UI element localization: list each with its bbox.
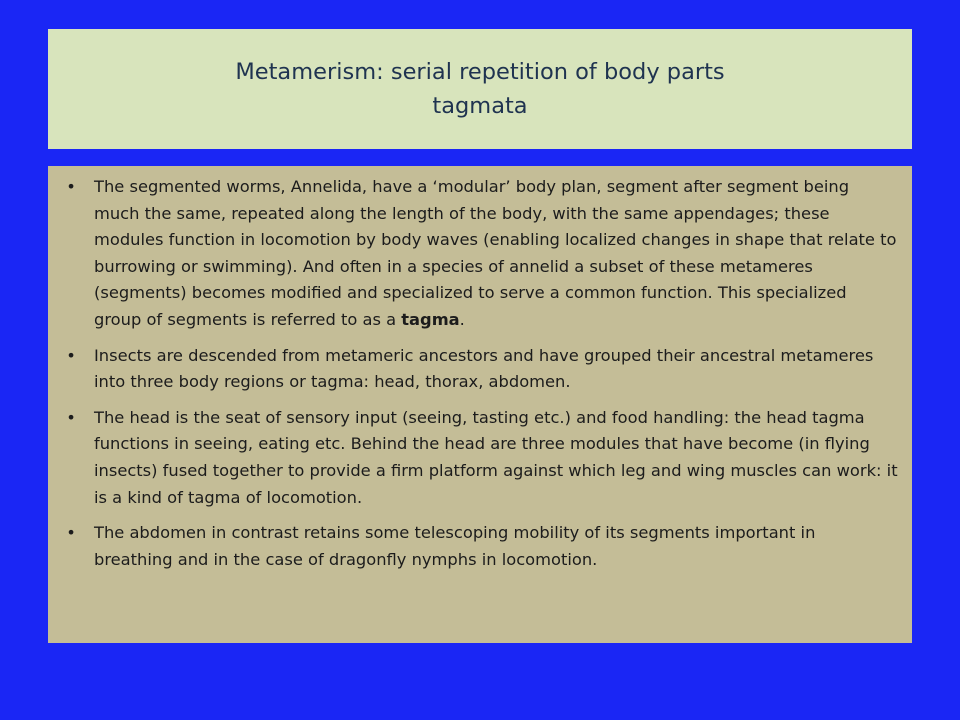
- slide-body-box: [48, 166, 912, 643]
- bullet-dot: •: [66, 523, 76, 543]
- slide-title: Metamerism: serial repetition of body parts: [235, 59, 725, 85]
- bold-term-tagma: tagma: [401, 309, 460, 329]
- bullet-text: The abdomen in contrast retains some telescoping mobility of its segments important in breathing and in the case of dragonfly nymphs in locomotion.: [94, 523, 816, 569]
- bullet-dot: •: [66, 407, 76, 427]
- bullet-dot: •: [66, 177, 76, 196]
- bullet-text: The head is the seat of sensory input (seeing, tasting etc.) and food handling: the head tagma functions in seeing, eating etc. Behind the head are three modules that have become (in flying insects) fused together to provide a firm platform against which leg and wing muscles can work: it is a kind of tagma of locomotion.: [94, 407, 898, 507]
- bullet-item-head: [66, 405, 898, 511]
- bullet-text: The segmented worms, Annelida, have a ‘modular’ body plan, segment after segment being much the same, repeated along the length of the body, with the same appendages; these modules function in locomotion by body waves (enabling localized changes in shape that relate to burrowing or swimming). And often in a species of annelid a subset of these metameres (segments) becomes modified and specialized to serve a common function. This specialized group of segments is referred to as a: [94, 177, 897, 329]
- slide-title-box: [48, 29, 912, 149]
- bullet-item-annelida: [66, 174, 898, 334]
- bullet-list: [66, 174, 898, 573]
- slide-subtitle: tagmata: [432, 93, 528, 119]
- bullet-text-end: .: [459, 309, 465, 329]
- bullet-item-abdomen: [66, 520, 898, 573]
- bullet-dot: •: [66, 345, 76, 365]
- bullet-item-insects: [66, 343, 898, 396]
- bullet-text: Insects are descended from metameric ancestors and have grouped their ancestral metameres into three body regions or tagma: head, thorax, abdomen.: [94, 345, 874, 392]
